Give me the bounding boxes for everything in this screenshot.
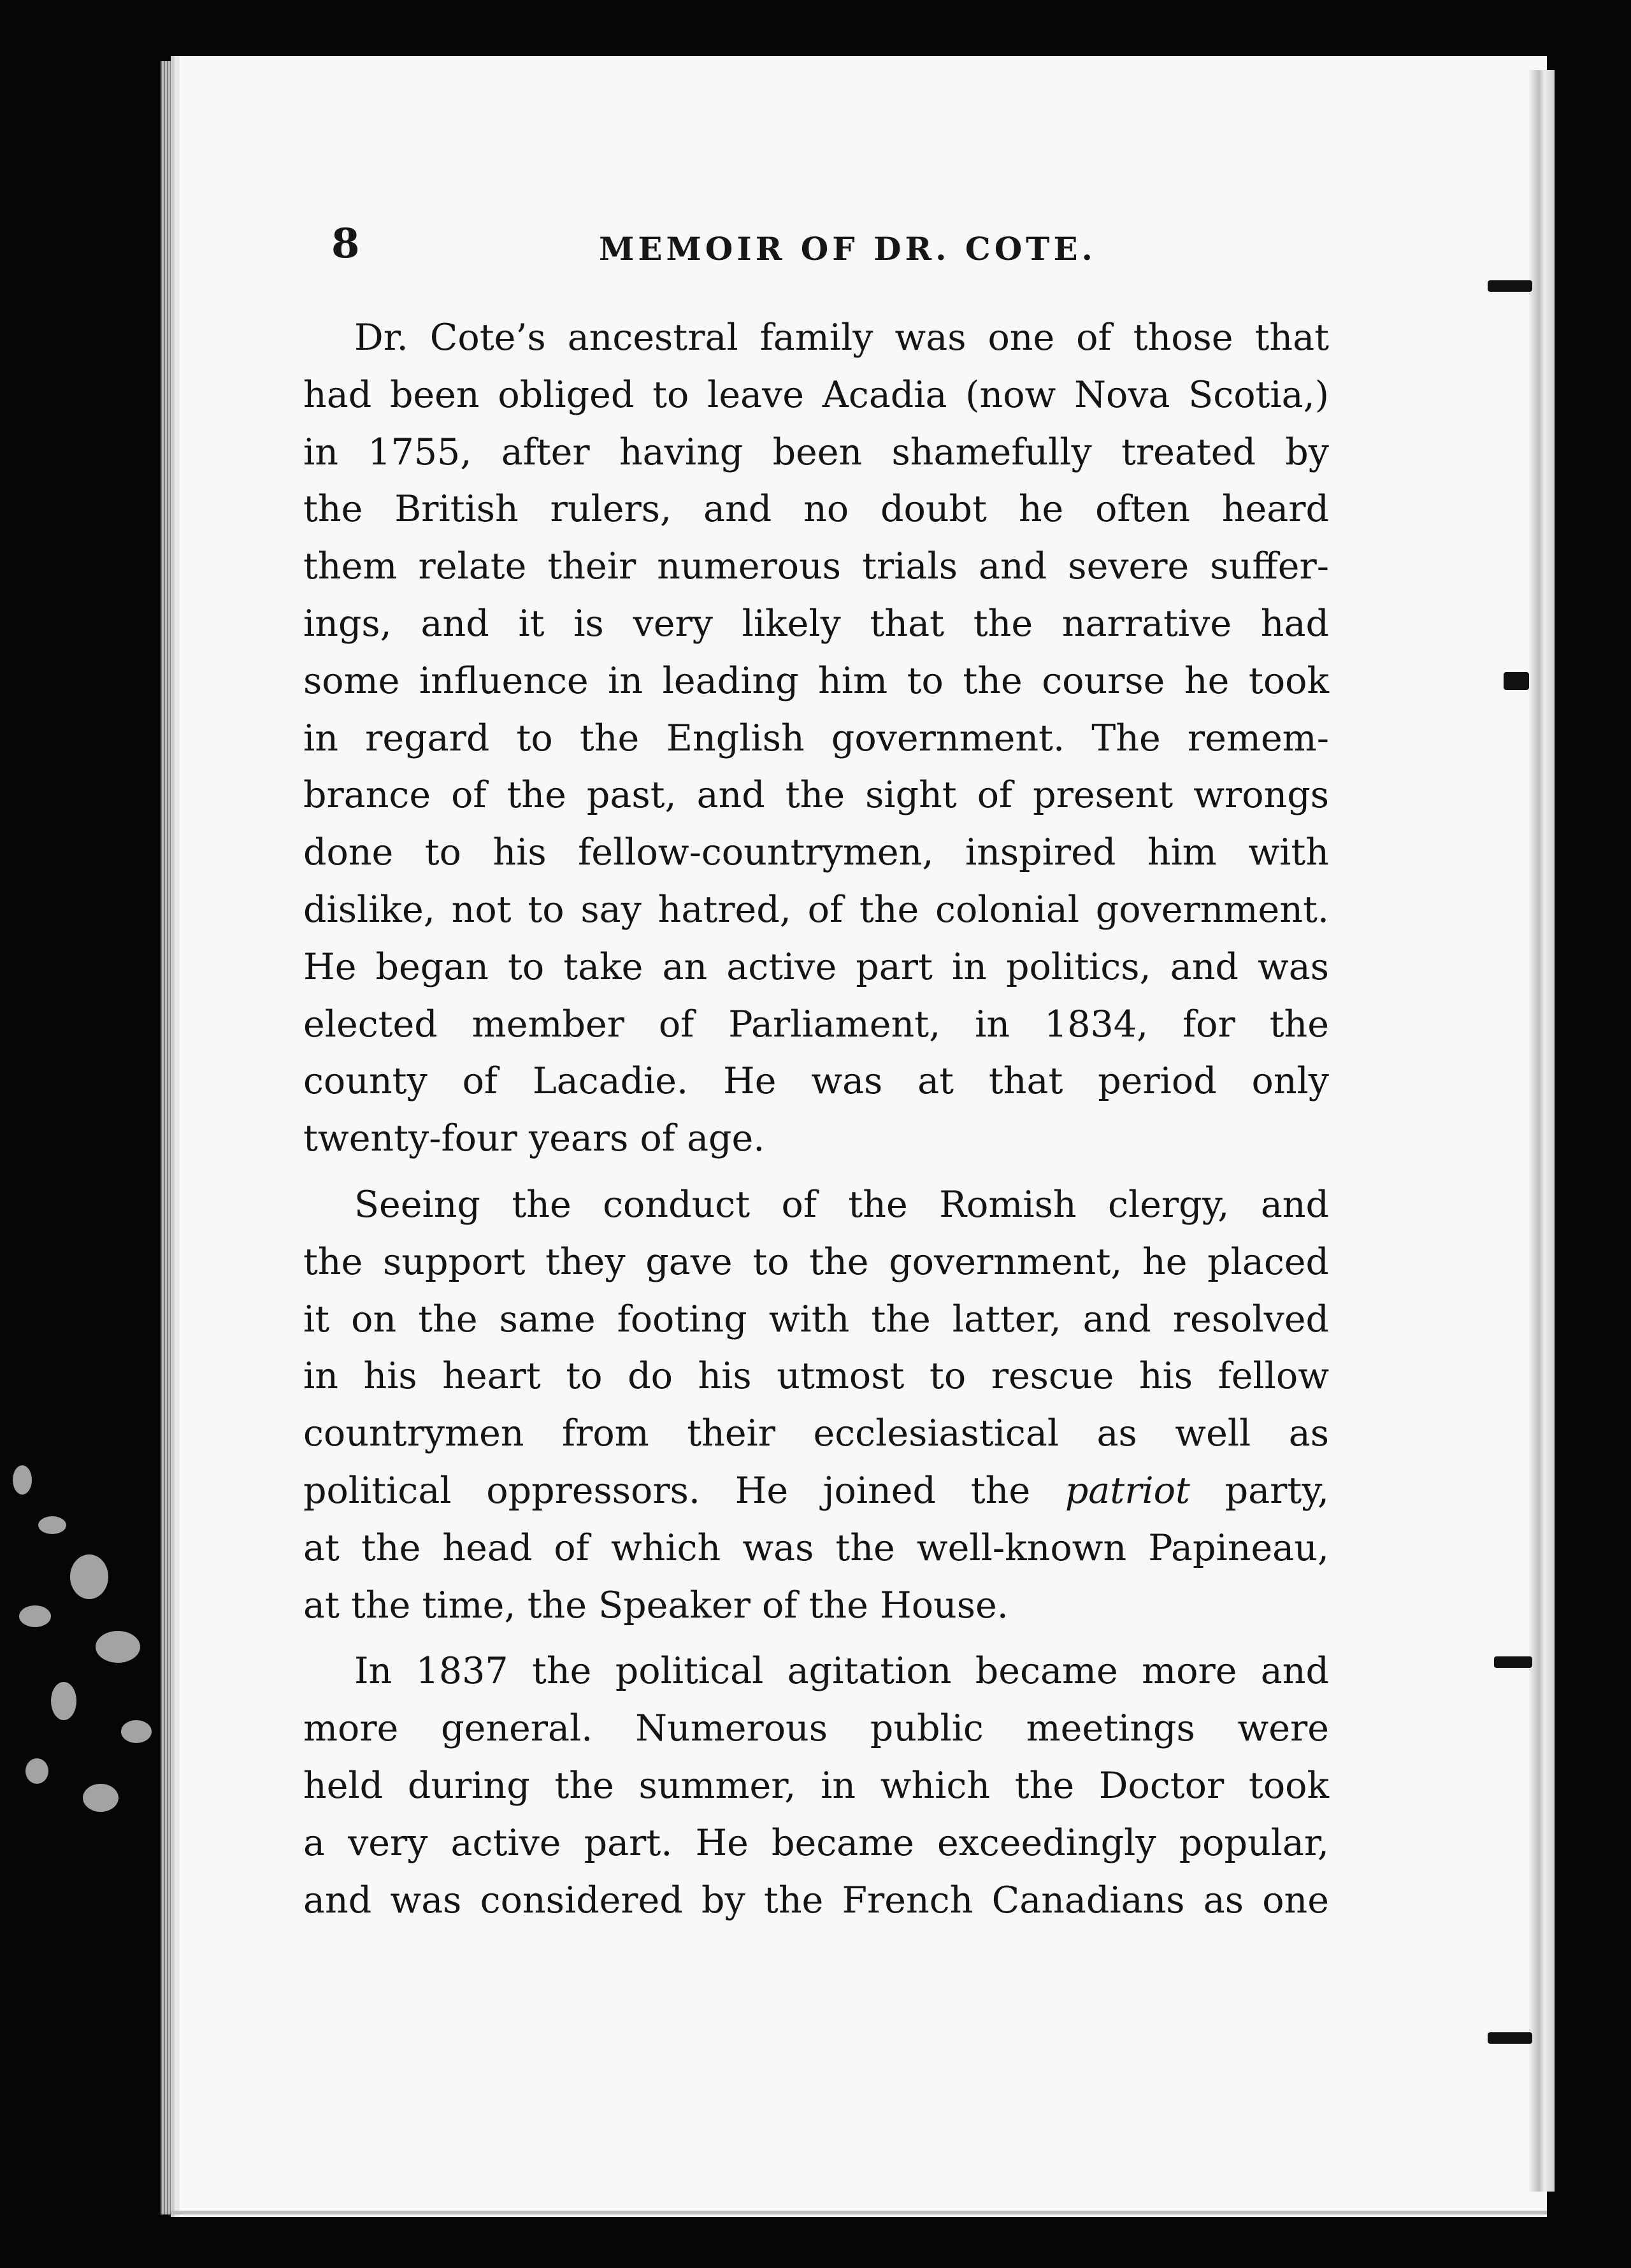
text-fragment: political oppressors. He joined the: [303, 1469, 1031, 1512]
text-line: in 1755, after having been shamefully treated by: [303, 431, 1329, 473]
binding-mark: [1504, 672, 1529, 690]
text-line: dislike, not to say hatred, of the colonial government.: [303, 888, 1329, 931]
scan-speckle: [19, 1605, 51, 1627]
text-line: In 1837 the political agitation became more and: [354, 1650, 1329, 1693]
text-line: and was considered by the French Canadians as one: [303, 1879, 1329, 1921]
page-bottom-edge: [171, 2211, 1547, 2214]
binding-mark: [1494, 1656, 1532, 1668]
text-line: had been obliged to leave Acadia (now Nova Scotia,): [303, 373, 1329, 416]
text-line: twenty-four years of age.: [303, 1117, 765, 1160]
text-line: brance of the past, and the sight of present wrongs: [303, 774, 1329, 817]
text-line: the support they gave to the government, he placed: [303, 1240, 1329, 1283]
text-line: in his heart to do his utmost to rescue his fellow: [303, 1355, 1329, 1398]
scan-speckle: [13, 1465, 32, 1495]
text-line: countrymen from their ecclesiastical as well as: [303, 1412, 1329, 1455]
scan-speckle: [121, 1720, 152, 1743]
text-line: Dr. Cote’s ancestral family was one of those that: [354, 317, 1329, 359]
text-line: the British rulers, and no doubt he often heard: [303, 488, 1329, 531]
text-line-with-italic: [303, 1463, 1329, 1520]
text-line: He began to take an active part in politics, and was: [303, 945, 1329, 988]
scan-speckle: [38, 1516, 66, 1534]
text-line: elected member of Parliament, in 1834, for the: [303, 1003, 1329, 1045]
binding-mark: [1488, 280, 1532, 292]
text-line: at the time, the Speaker of the House.: [303, 1584, 1009, 1626]
scan-speckle: [70, 1554, 108, 1599]
scan-speckle: [25, 1758, 48, 1784]
text-line: in regard to the English government. The remem-: [303, 717, 1329, 759]
scan-speckle: [83, 1784, 119, 1812]
text-line: ings, and it is very likely that the narrative had: [303, 602, 1329, 645]
text-fragment: party,: [1189, 1469, 1329, 1512]
page-number: 8: [331, 220, 360, 268]
text-line: Seeing the conduct of the Romish clergy, and: [354, 1183, 1329, 1226]
binding-mark: [1488, 2032, 1532, 2044]
text-line: more general. Numerous public meetings were: [303, 1707, 1329, 1750]
running-head: [331, 215, 1300, 273]
text-line: county of Lacadie. He was at that period only: [303, 1060, 1329, 1103]
scan-speckle: [51, 1682, 76, 1720]
text-line: at the head of which was the well-known Papineau,: [303, 1526, 1329, 1569]
text-line: a very active part. He became exceedingly popular,: [303, 1821, 1329, 1864]
text-line: some influence in leading him to the course he took: [303, 659, 1329, 702]
body-text: [303, 310, 1329, 1929]
text-line: them relate their numerous trials and severe suffer-: [303, 545, 1329, 588]
page-stack-edge-right: [1529, 70, 1555, 2192]
italic-word: patriot: [1065, 1469, 1190, 1512]
text-line: it on the same footing with the latter, and resolved: [303, 1298, 1329, 1340]
running-title: MEMOIR OF DR. COTE.: [599, 230, 1096, 268]
scan-speckle: [96, 1631, 140, 1663]
text-line: held during the summer, in which the Doctor took: [303, 1764, 1329, 1807]
text-line: done to his fellow-countrymen, inspired him with: [303, 831, 1329, 874]
